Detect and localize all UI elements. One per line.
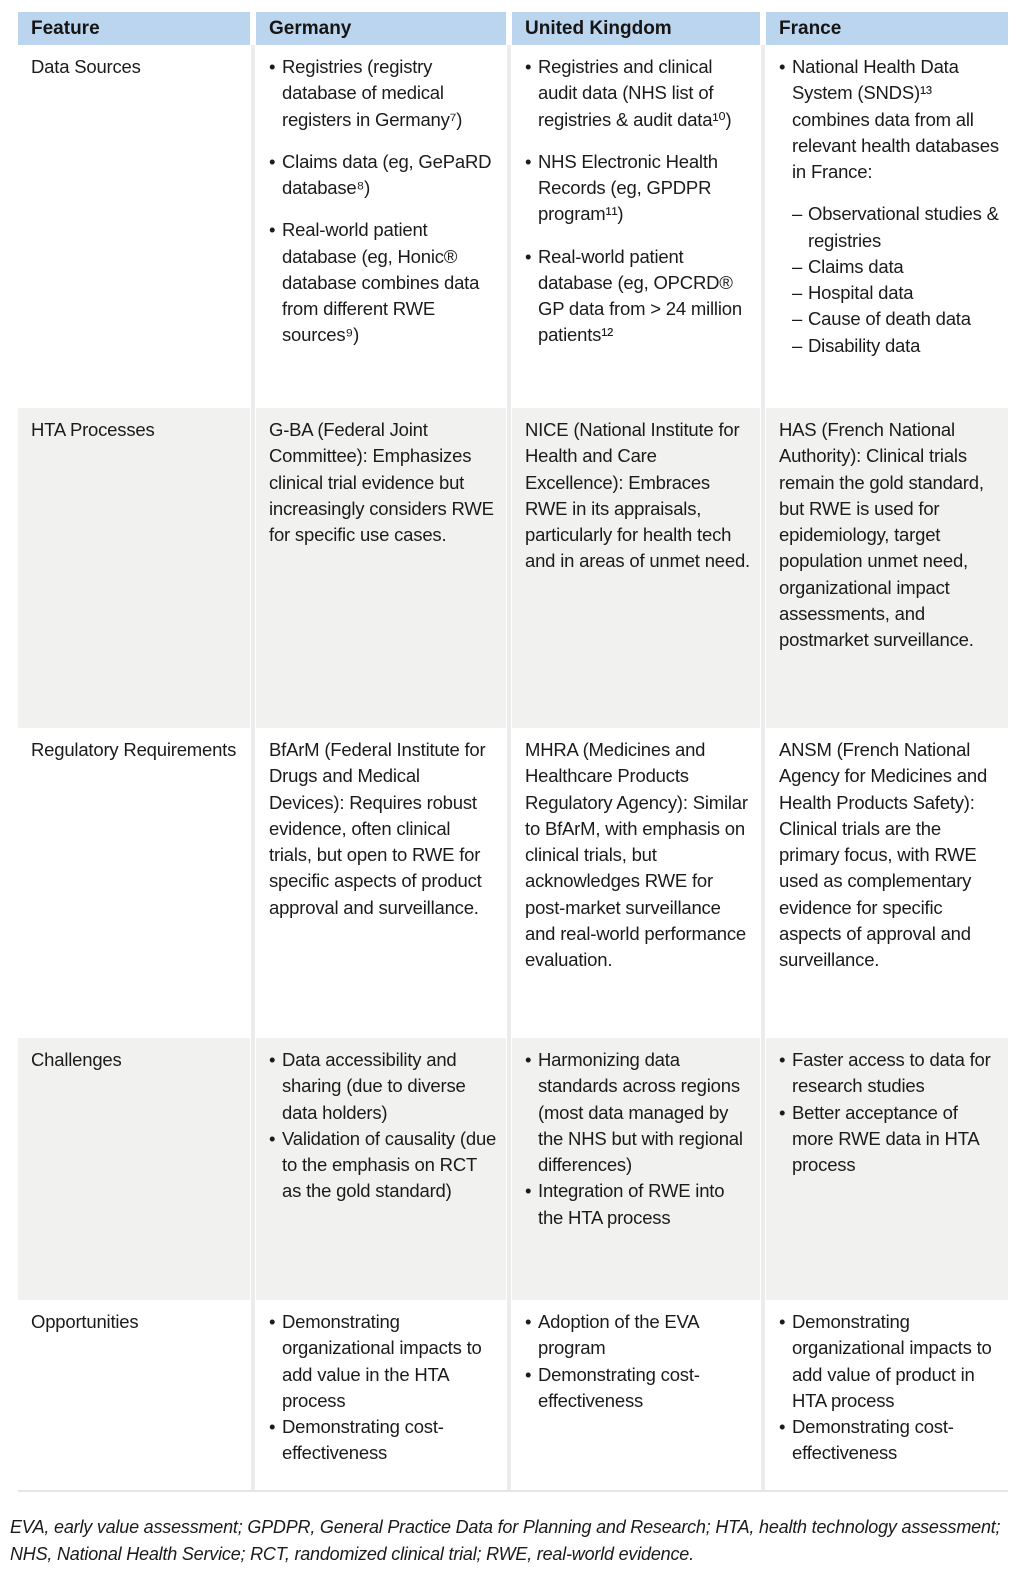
list-item-text: Demonstrating organizational impacts to add value in the HTA process — [282, 1311, 482, 1411]
list-item-text: Registries and clinical audit data (NHS list of registries & audit data¹⁰) — [538, 56, 732, 130]
list-item — [525, 54, 751, 133]
list-item-text: Adoption of the EVA program — [538, 1311, 699, 1359]
list-item — [269, 1309, 497, 1414]
list-item — [792, 280, 999, 306]
table-row-hta-processes — [18, 408, 1008, 728]
list-item — [525, 1362, 751, 1415]
list-item — [525, 1178, 751, 1231]
list-item — [525, 149, 751, 228]
column-divider — [251, 45, 255, 1490]
cell-france-opportunities — [766, 1300, 1008, 1490]
list-item-text: Real-world patient database (eg, OPCRD® GP data from > 24 million patients¹² — [538, 245, 742, 346]
bullet-marker: • — [779, 1101, 786, 1123]
bullet-marker: • — [269, 150, 276, 172]
table-row-data-sources — [18, 45, 1008, 408]
cell-germany-opportunities — [256, 1300, 506, 1490]
list-item — [269, 217, 497, 348]
list-item-text: Faster access to data for research studies — [792, 1049, 991, 1097]
table-header-row — [18, 12, 1008, 45]
cell-germany-regulatory-requirements: BfArM (Federal Institute for Drugs and Medical Devices): Requires robust evidence, often clinical trials, but open to RWE for specific aspects of product approval and surveillance. — [256, 728, 506, 1038]
list-item-text: Demonstrating cost-effectiveness — [538, 1363, 700, 1411]
column-divider — [507, 45, 511, 1490]
cell-france-challenges — [766, 1038, 1008, 1300]
table-row-challenges — [18, 1038, 1008, 1300]
list-item — [792, 333, 999, 359]
cell-germany-hta-processes: G-BA (Federal Joint Committee): Emphasizes clinical trial evidence but increasingly considers RWE for specific use cases. — [256, 408, 506, 728]
list-item-text: Claims data — [808, 255, 904, 277]
cell-uk-challenges — [512, 1038, 760, 1300]
cell-germany-challenges — [256, 1038, 506, 1300]
bullet-marker: • — [779, 1311, 786, 1332]
bullet-marker: • — [525, 1180, 532, 1202]
dash-marker: – — [792, 255, 803, 277]
bullet-marker: • — [525, 56, 532, 77]
dash-marker: – — [792, 282, 803, 304]
list-item-text: Real-world patient database (eg, Honic® database combines data from different RWE sources⁹) — [282, 219, 480, 346]
bullet-marker: • — [525, 150, 532, 172]
list-item-text: Better acceptance of more RWE data in HTA process — [792, 1101, 979, 1176]
bullet-marker: • — [525, 1311, 532, 1332]
list-item — [269, 149, 497, 202]
bullet-marker: • — [779, 56, 786, 77]
feature-label-opportunities: Opportunities — [18, 1300, 250, 1490]
list-item-text: NHS Electronic Health Records (eg, GPDPR program¹¹) — [538, 150, 718, 225]
list-item-text: National Health Data System (SNDS)¹³ combines data from all relevant health databases in France: — [792, 56, 999, 183]
list-item-text: Disability data — [808, 334, 921, 356]
list-item-text: Demonstrating cost-effectiveness — [792, 1416, 954, 1464]
cell-uk-regulatory-requirements: MHRA (Medicines and Healthcare Products Regulatory Agency): Similar to BfArM, with emphasis on clinical trials, but acknowledges RWE for post-market surveillance and real-world performance evaluation. — [512, 728, 760, 1038]
cell-germany-data-sources — [256, 45, 506, 408]
list-item — [779, 1414, 999, 1467]
column-header-united-kingdom: United Kingdom — [512, 12, 760, 45]
list-item — [269, 54, 497, 133]
feature-label-regulatory-requirements: Regulatory Requirements — [18, 728, 250, 1038]
list-item-text: Cause of death data — [808, 308, 971, 330]
list-item — [779, 54, 999, 185]
list-item — [779, 1047, 999, 1100]
list-item — [525, 244, 751, 349]
list-item-text: Observational studies & registries — [808, 203, 999, 251]
feature-label-hta-processes: HTA Processes — [18, 408, 250, 728]
bullet-marker: • — [779, 1049, 786, 1070]
list-item — [269, 1414, 497, 1467]
bullet-marker: • — [525, 1049, 532, 1070]
bullet-marker: • — [269, 1416, 276, 1438]
bullet-marker: • — [269, 219, 276, 241]
list-item-text: Demonstrating cost-effectiveness — [282, 1416, 444, 1464]
cell-france-hta-processes: HAS (French National Authority): Clinical trials remain the gold standard, but RWE is used for epidemiology, target population unmet need, organizational impact assessments, and postmarket surveillance. — [766, 408, 1008, 728]
table-row-opportunities — [18, 1300, 1008, 1490]
list-item-text: Hospital data — [808, 282, 914, 304]
bullet-marker: • — [269, 1127, 276, 1149]
list-item — [269, 1047, 497, 1126]
bullet-marker: • — [525, 1363, 532, 1385]
list-item-text: Registries (registry database of medical registers in Germany⁷) — [282, 56, 463, 130]
column-header-france: France — [766, 12, 1008, 45]
list-item-text: Data accessibility and sharing (due to diverse data holders) — [282, 1049, 466, 1123]
list-item — [792, 201, 999, 254]
bullet-marker: • — [525, 245, 532, 267]
abbreviations-footnote: EVA, early value assessment; GPDPR, General Practice Data for Planning and Research; HTA, health technology assessment; NHS, National Health Service; RCT, randomized clinical trial; RWE, real-world evidence. — [10, 1517, 1001, 1564]
list-item — [779, 1100, 999, 1179]
column-divider — [761, 45, 765, 1490]
bullet-marker: • — [779, 1416, 786, 1438]
cell-uk-data-sources — [512, 45, 760, 408]
bullet-marker: • — [269, 1049, 276, 1070]
list-item-text: Claims data (eg, GePaRD database⁸) — [282, 150, 492, 199]
dash-marker: – — [792, 203, 803, 225]
table-row-regulatory-requirements — [18, 728, 1008, 1038]
bullet-marker: • — [269, 1311, 276, 1332]
list-item — [269, 1126, 497, 1205]
list-item — [525, 1309, 751, 1362]
cell-france-data-sources — [766, 45, 1008, 408]
cell-france-regulatory-requirements: ANSM (French National Agency for Medicines and Health Products Safety): Clinical trials are the primary focus, with RWE used as complementary evidence for specific aspects of approval and surveillance. — [766, 728, 1008, 1038]
feature-label-data-sources: Data Sources — [18, 45, 250, 408]
list-item-text: Demonstrating organizational impacts to add value of product in HTA process — [792, 1311, 992, 1411]
list-item — [525, 1047, 751, 1178]
list-item-text: Validation of causality (due to the emphasis on RCT as the gold standard) — [282, 1127, 497, 1202]
cell-uk-opportunities — [512, 1300, 760, 1490]
list-item-text: Integration of RWE into the HTA process — [538, 1180, 725, 1228]
list-item-text: Harmonizing data standards across regions (most data managed by the NHS but with regional differences) — [538, 1049, 743, 1176]
country-comparison-table — [18, 12, 1008, 1492]
dash-marker: – — [792, 334, 803, 356]
feature-label-challenges: Challenges — [18, 1038, 250, 1300]
dash-marker: – — [792, 308, 803, 330]
list-item — [792, 254, 999, 280]
cell-uk-hta-processes: NICE (National Institute for Health and Care Excellence): Embraces RWE in its appraisals, particularly for health tech and in areas of unmet need. — [512, 408, 760, 728]
column-header-feature: Feature — [18, 12, 250, 45]
list-item — [792, 306, 999, 332]
list-item — [779, 1309, 999, 1414]
column-header-germany: Germany — [256, 12, 506, 45]
bullet-marker: • — [269, 56, 276, 77]
